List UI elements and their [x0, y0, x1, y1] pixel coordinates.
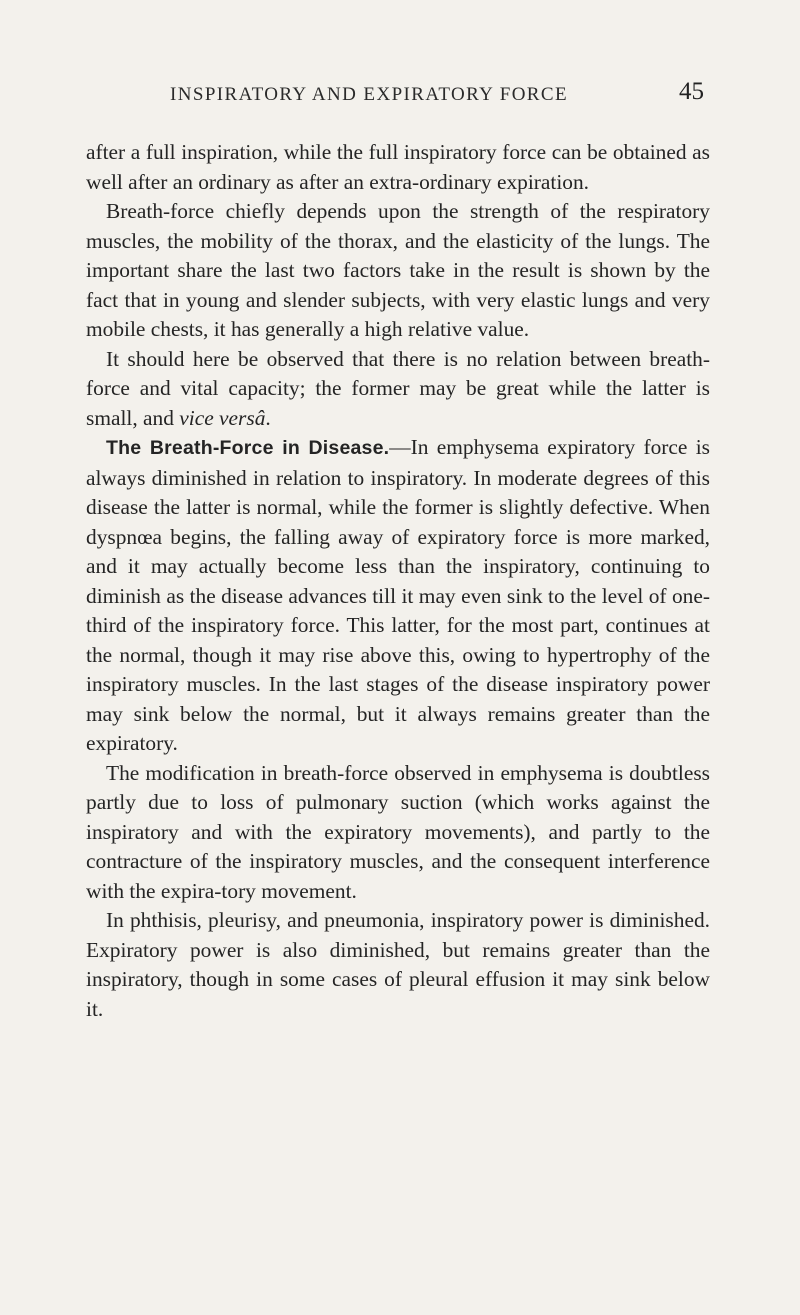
section-run-in-heading: The Breath-Force in Disease.: [106, 437, 390, 459]
paragraph-emphysema: [86, 759, 710, 907]
paragraph-text: In phthisis, pleurisy, and pneumonia, inspiratory power is diminished. Expiratory power is also diminished, but remains greater than the inspiratory, though in some cases of pleural effusion it may sink below it.: [86, 908, 710, 1021]
paragraph-text: Breath-force chiefly depends upon the strength of the respiratory muscles, the mobility of the thorax, and the elasticity of the lungs. The important share the last two factors take in the result is shown by the fact that in young and slender subjects, with very elastic lungs and very mobile chests, it has generally a high relative value.: [86, 199, 710, 341]
page-header: [170, 78, 710, 114]
paragraph-text: —In emphysema expiratory force is always diminished in relation to inspiratory. In moderate degrees of this disease the latter is normal, while the former is slightly defective. When dyspnœa begins, the falling away of expiratory force is more marked, and it may actually become less than the inspiratory, continuing to diminish as the disease advances till it may even sink to the level of one-third of the inspiratory force. This latter, for the most part, continues at the normal, though it may rise above this, owing to hypertrophy of the inspiratory muscles. In the last stages of the disease inspiratory power may sink below the normal, but it always remains greater than the expiratory.: [86, 435, 711, 755]
italic-phrase: vice versâ: [179, 405, 266, 430]
paragraph-continued: [86, 138, 710, 197]
body-text: [86, 138, 710, 1024]
paragraph-text-end: .: [265, 405, 271, 430]
paragraph-text: after a full inspiration, while the full inspiratory force can be obtained as well after an ordinary as after an extra-ordinary expiration.: [86, 140, 710, 194]
paragraph-disease: [86, 433, 710, 759]
running-head: INSPIRATORY AND EXPIRATORY FORCE: [170, 84, 568, 105]
paragraph-text: The modification in breath-force observed in emphysema is doubtless partly due to loss of pulmonary suction (which works against the inspiratory and with the expiratory movements), and partly to the contracture of the inspiratory muscles, and the consequent interference with the expira-tory movement.: [86, 760, 710, 903]
paragraph-text: It should here be observed that there is no relation between breath-force and vital capacity; the former may be great while the latter is small, and: [86, 346, 710, 430]
paragraph-vital-capacity: [86, 345, 710, 434]
page-number: 45: [679, 78, 704, 105]
paragraph-phthisis: [86, 906, 710, 1024]
paragraph-breath-force: [86, 197, 710, 345]
